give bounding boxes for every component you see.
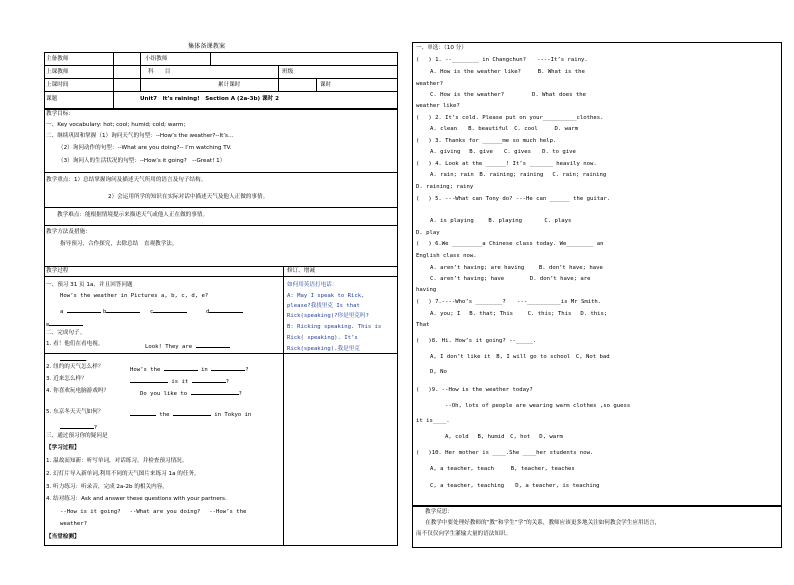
answer-line-a: a xyxy=(60,307,101,316)
topic-label: 课题 xyxy=(46,96,58,102)
q10-stem: ( )10. Her mother is ____.She ____her students now. xyxy=(416,450,594,456)
step-4-questions: --How is it going? --What are you doing? --How’s the xyxy=(60,509,247,515)
q6-options-ab: A. aren’t having; are having B. don’t have; have xyxy=(430,265,603,271)
notes-heading: 修订、增减 xyxy=(287,268,315,274)
q6-options-cont: having xyxy=(416,287,437,293)
q9-stem-cont: --Oh, lots of people are wearing warm clothes ,so guess xyxy=(445,403,631,409)
sentence-3-en: is it ? xyxy=(130,377,229,386)
topic-value: Unit7 It’s raining! Section A (2a-3b) 课时 2 xyxy=(140,96,279,102)
goals-line-1: 一、Key vocabulary: hot; cool; humid; cold; warm; xyxy=(46,122,186,128)
q7-stem: ( ) 7.----Who’s ________? ---__________is Mr Smith. xyxy=(416,299,602,305)
q10-options-ab: A, a teacher, teach B, teacher, teaches xyxy=(430,466,575,472)
sentence-2-en: How’s the in ? xyxy=(130,367,249,373)
goals-line-2: 二、继续巩固和掌握（1）询问天气的句型：--How’s the weather?--It’s… xyxy=(46,133,234,139)
q5-stem: ( ) 5. ---What can Tony do? ---He can ______ the guitar. xyxy=(416,196,611,202)
sentence-3-cn: 3. 近来怎么样？ xyxy=(46,376,87,382)
q9-stem: ( )9. --How is the weather today? xyxy=(416,387,533,393)
answer-line-e: e xyxy=(46,320,83,329)
answer-line-d: d xyxy=(206,307,243,316)
q3-options: A. giving B. give C. gives D. to give xyxy=(430,149,576,155)
q6-options-cd: C. aren’t having; have D. don’t have; are xyxy=(430,276,591,282)
q6-stem-cont: English class now. xyxy=(416,253,477,259)
q1-options-cd-cont: weather like? xyxy=(416,103,460,109)
reflection-heading: 教学反思： xyxy=(425,509,453,515)
sentence-1-cn: 1. 看！他们在看电视。 xyxy=(46,341,104,347)
section-1-question: How’s the weather in Pictures a, b, c, d, e? xyxy=(60,293,209,299)
answer-line-c: c xyxy=(150,307,187,316)
q9-options: A, cold B, humid C, hot D, warm xyxy=(445,434,563,440)
phone-note-line-2: please?我找里克 Is that xyxy=(287,303,360,309)
sentence-5-cn: 5. 东京冬天天气如何？ xyxy=(46,409,104,415)
q9-stem-cont-2: it is____. xyxy=(416,418,450,424)
phone-note-line-1: A: May I speak to Rick, xyxy=(287,293,365,299)
q8-options: A, I don’t like it B, I will go to school C, Not bad xyxy=(430,354,610,360)
reflection-line-1: 在教学中要处理好教师的“教”和学生“学”的关系，教师应该更多地关注如何教会学生应用语言， xyxy=(425,520,661,526)
class-label: 班级 xyxy=(282,69,294,75)
q5-options-cont: D. play xyxy=(416,230,440,236)
group-teacher-label: 小组教师 xyxy=(145,56,168,62)
q1-options-ab-cont: weather? xyxy=(416,81,443,87)
q4-options-cont: D. raining; rainy xyxy=(416,184,474,190)
difficulty-line: 教学难点：能根据情境提示来描述天气或他人正在做的事情。 xyxy=(57,212,209,218)
step-3: 3. 听力练习：听录音，完成 2a-2b 的相关内容。 xyxy=(46,484,168,490)
step-1: 1. 温故而知新：听写单词，对话练习，并检查预习情况。 xyxy=(46,458,188,464)
key-points-line-1: 教学重点：1）总结掌握询问及描述天气所用的语言及句子结构。 xyxy=(46,177,207,183)
subject-label: 科 目 xyxy=(148,69,171,75)
exercise-heading: 一、单选：（10 分） xyxy=(416,45,467,51)
q6-stem: ( ) 6.We _________a Chinese class today. We________ an xyxy=(416,241,604,247)
q8-options-cont: D, No xyxy=(430,369,447,375)
q1-options-ab: A. How is the weather like? B. What is the xyxy=(430,69,585,75)
q1-options-cd: C. How is the weather? D. What does the xyxy=(430,92,586,98)
main-teacher-label: 主备教师 xyxy=(46,56,69,62)
method-body: 指导预习，合作探究，去除总结 直观教学法。 xyxy=(60,241,178,247)
lesson-plan-title: 集体备课教案 xyxy=(188,43,226,50)
answer-line-b: b xyxy=(103,307,140,316)
section-2-title: 二、完成句子。 xyxy=(46,330,86,336)
sentence-1-en: Look! They are xyxy=(145,342,230,351)
goals-line-4: （3）询问人的生活状况的句型：--How’s it going? --Great! 1） xyxy=(58,158,226,164)
teacher-label: 上课教师 xyxy=(46,69,69,75)
key-points-line-2: 2）会运用所学的知识在实际对话中描述天气及他人正做的事情。 xyxy=(108,194,269,200)
phone-note-line-3: Rick(speaking)?你是里克吗? xyxy=(287,313,369,319)
q10-options-cd: C, a teacher, teaching D, a teacher, is teaching xyxy=(430,483,600,489)
method-heading: 教学方法及措施： xyxy=(46,229,91,235)
cumulative-hours-label: 累计课时 xyxy=(218,82,241,88)
step-2: 2. 幻灯片导入新单词,利用不同的天气图片来练习 1a 的任务。 xyxy=(46,471,200,477)
goals-line-3: （2）询问动作的句型：--What are you doing?-- I’m watching TV. xyxy=(58,145,232,151)
reflection-frame xyxy=(412,506,782,548)
hours-label: 课时 xyxy=(320,82,332,88)
goals-heading: 教学目标： xyxy=(46,111,74,117)
sentence-4-en: Do you like to ? xyxy=(140,391,242,397)
phone-note-line-6: Rick(speaking).我是里克 xyxy=(287,346,360,352)
phone-note-title: 如何用英语打电话： xyxy=(287,282,338,288)
sentence-5-en: the in Tokyo in xyxy=(130,410,251,419)
in-class-check-heading: 【当堂检测】 xyxy=(46,534,80,540)
q1-stem: ( ) 1. --________ in Changchun? ----It’s rainy. xyxy=(416,57,588,63)
q7-options: A. you; I B. that; This C. this; This D. this; xyxy=(430,311,608,317)
process-heading: 教学过程 xyxy=(46,268,69,274)
q2-stem: ( ) 2. It’s cold. Please put on your__________clothes. xyxy=(416,115,604,121)
q3-stem: ( ) 3. Thanks for ______me so much help. xyxy=(416,138,557,144)
q2-options: A. clean B. beautiful C. cool D. warm xyxy=(430,126,579,132)
q4-options: A. rain; rain B. raining; raining C. rain; raining xyxy=(430,172,607,178)
phone-note-line-5: Rick( speaking). It’s xyxy=(287,335,358,341)
step-4: 4. 结对练习：Ask and answer these questions with your partners. xyxy=(46,496,227,502)
sentence-2-cn: 2. 纽约的天气怎么样？ xyxy=(46,364,104,370)
q7-options-cont: That xyxy=(416,322,430,328)
phone-note-line-4: B: Ricking speaking. This is xyxy=(287,324,382,330)
sentence-4-cn: 4. 你喜欢玩电脑游戏吗？ xyxy=(46,388,110,394)
sentence-5-blank: ? xyxy=(60,423,97,432)
learning-process-heading: 【学习过程】 xyxy=(46,445,80,451)
section-3-title: 三、通过预习你的疑问是 xyxy=(46,433,108,439)
section-1-title: 一、预习 31 页 1a，并且回答问题 xyxy=(46,282,133,288)
reflection-line-2: 而不仅仅向学生灌输大量的语法知识。 xyxy=(416,531,512,537)
time-label: 上课时间 xyxy=(46,82,69,88)
sentence-1-blank: . xyxy=(60,355,88,364)
q8-stem: ( )8. Hi. How’s it going? --_____. xyxy=(416,338,537,344)
q4-stem: ( ) 4. Look at the ______! It’s _______ heavily now. xyxy=(416,161,597,167)
step-4-questions-cont: weather? xyxy=(60,521,87,527)
q5-options: A. is playing B. playing C. plays xyxy=(430,218,572,224)
